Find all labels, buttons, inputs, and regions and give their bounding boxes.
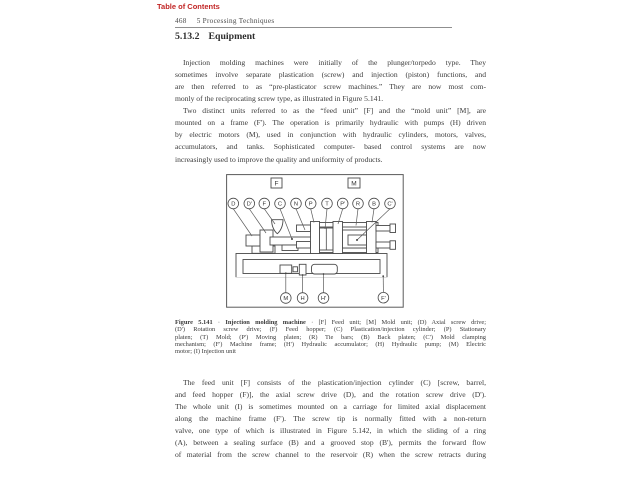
body-text-lower <box>175 377 486 461</box>
section-number: 5.13.2 <box>175 31 200 42</box>
text-line: Injection molding machines were initially of the plunger/torpedo type. They <box>183 58 486 67</box>
part-label: T <box>325 201 329 208</box>
paragraph-1 <box>175 57 486 105</box>
leader-line <box>249 209 266 233</box>
text-line: The feed unit [F] consists of the plastication/injection cylinder (C) [screw, barrel, <box>183 378 486 387</box>
text-line: motor; (I) Injection unit <box>175 348 236 356</box>
part-label: P' <box>340 201 346 208</box>
part-label: B <box>372 201 376 208</box>
part-label: H' <box>320 296 327 303</box>
text-line: increasingly used to improve the quality and uniformity of products. <box>175 154 383 164</box>
leader-line <box>311 209 314 223</box>
section-heading <box>175 31 255 42</box>
text-line: sometimes involve separate plastication (screw) and injection (piston) functions, and <box>175 70 486 80</box>
part-label: C <box>277 201 283 208</box>
caption-legend <box>175 326 486 355</box>
leader-dot <box>323 273 325 275</box>
leader-dot <box>382 275 384 277</box>
part-label: D <box>231 201 236 208</box>
paragraph-2 <box>175 105 486 165</box>
text-line: accumulators, and tanks. Sophisticated computer- based control systems are now <box>175 142 486 152</box>
leader-dot <box>302 274 304 276</box>
leader-line <box>264 209 275 224</box>
unit-label: F <box>274 180 279 188</box>
page-number: 468 <box>175 17 187 25</box>
text-line: by electric motors (M), used in conjunction with hydraulic cylinders, motors, valves, <box>175 130 486 140</box>
part-label: F <box>262 201 267 208</box>
figure-caption <box>175 319 486 355</box>
leader-dot <box>285 272 287 274</box>
caption-legend-start: · [F] Feed unit; [M] Mold unit; (D) Axial screw drive; <box>305 319 486 326</box>
figure-number: Figure 5.141 <box>175 319 213 326</box>
caption-separator: · <box>212 319 226 326</box>
figure-title: Injection molding machine <box>225 319 306 326</box>
header-rule <box>175 27 452 28</box>
table-of-contents-link[interactable]: Table of Contents <box>157 2 220 11</box>
text-line: (A), between a sealing surface (B) and a grooved stop (B'), permits the forward flow <box>175 438 486 448</box>
figure-caption-line <box>175 319 486 326</box>
figure-5-141-diagram <box>226 174 404 308</box>
text-line: along the machine frame (F'). The screw tip is normally fitted with a non-return <box>175 414 486 424</box>
part-label: H <box>300 296 305 303</box>
text-line: and feed hopper (F)], the axial screw drive (D), and the rotation screw drive (D'). <box>175 390 486 400</box>
body-text-upper <box>175 57 486 166</box>
part-label: F' <box>381 295 386 302</box>
text-line: The whole unit (I) is sometimes mounted on a carriage for limited axial displacement <box>175 402 486 412</box>
section-title: Equipment <box>208 31 256 42</box>
leader-dot <box>291 238 293 240</box>
text-line: valve, one type of which is illustrated in Figure 5.142, in which the sliding of a ring <box>175 426 486 436</box>
text-line: mechanism; (F') Machine frame; (H') Hydraulic accumulator; (H) Hydraulic pump; (M) Electric <box>175 340 486 348</box>
chapter-title: 5 Processing Techniques <box>196 17 275 25</box>
part-label: R <box>355 201 361 208</box>
text-line: Two distinct units referred to as the “feed unit” [F] and the “mold unit” [M], are <box>183 106 486 116</box>
part-label: N <box>293 201 299 208</box>
text-line: mounted on a frame (F'). The operation is primarily hydraulic with pumps (H) driven <box>175 118 486 128</box>
leader-dot <box>356 239 358 241</box>
page-header <box>175 17 274 25</box>
leader-line <box>233 209 252 236</box>
paragraph-3 <box>175 377 486 461</box>
text-line: monly of the reciprocating screw type, as illustrated in Figure 5.141. <box>175 94 384 104</box>
text-line: are then referred to as “pre-plasticator screw machines.” They are now most com- <box>175 82 486 92</box>
unit-label: M <box>351 180 357 188</box>
part-label: D' <box>246 201 252 208</box>
text-line: platen; (T) Mold; (P') Moving platen; (R) Tie bars; (B) Back platen; (C') Mold clamping <box>175 333 486 341</box>
part-label: C' <box>387 201 393 208</box>
leader-line <box>372 209 374 223</box>
part-label: M <box>283 296 289 303</box>
part-label: P <box>308 201 313 208</box>
injection-molding-machine-drawing <box>232 220 396 279</box>
text-line: of material from the screw channel to the reservoir (R) when the screw retracts during <box>175 450 486 460</box>
text-line: (D') Rotation screw drive; (F) Feed hopper; (C) Plastication/injection cylinder; (P) Stationary <box>175 326 486 334</box>
